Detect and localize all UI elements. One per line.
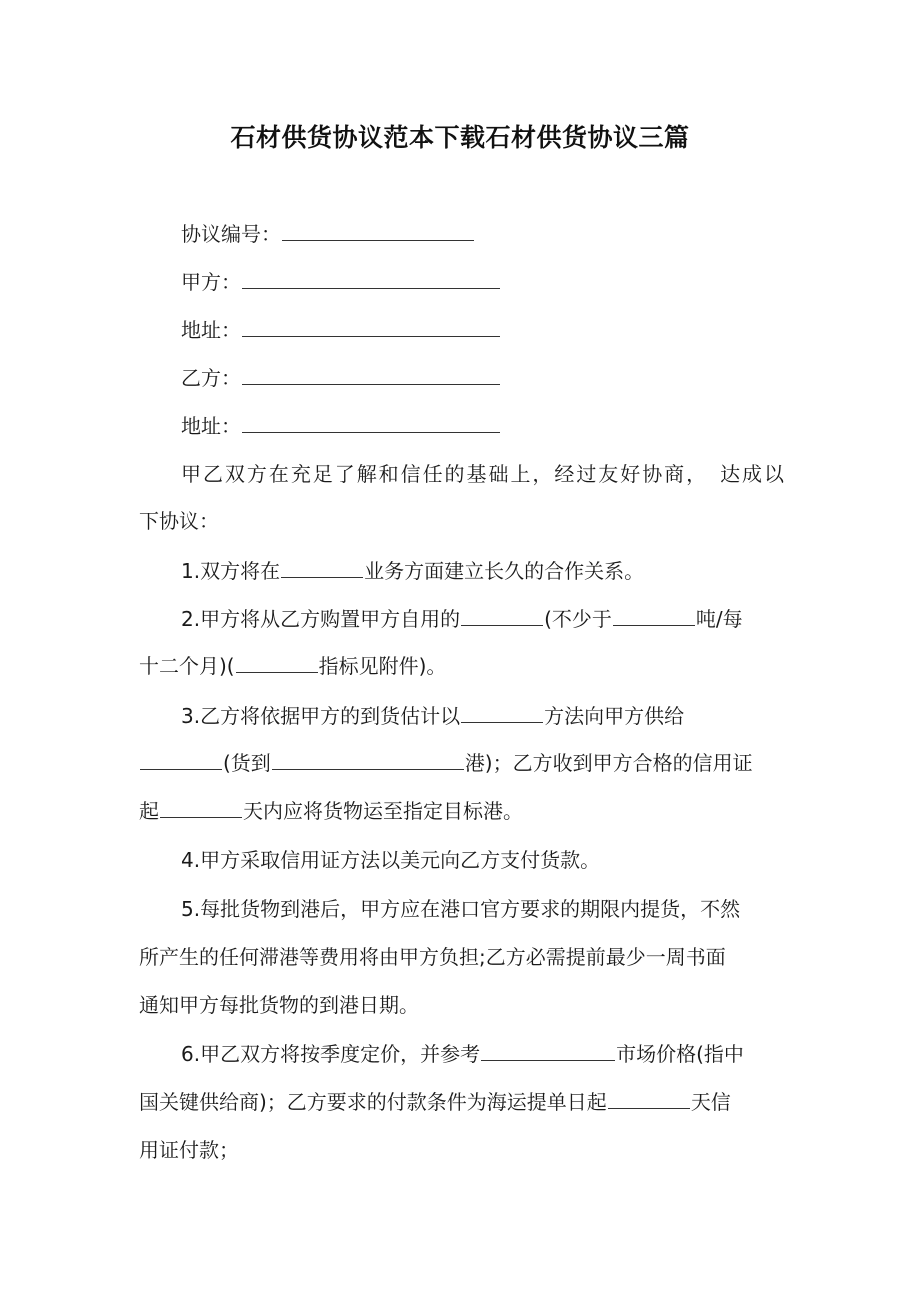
clause-text: 业务方面建立长久的合作关系。	[364, 559, 645, 583]
field-label: 乙方：	[181, 366, 241, 390]
clause-2-line-1	[181, 604, 784, 634]
clause-3-blank-days[interactable]	[160, 797, 242, 818]
field-label: 协议编号：	[181, 222, 281, 246]
field-party-a	[181, 267, 784, 297]
clause-text: 方法向甲方供给	[544, 704, 685, 728]
clause-text: 起	[139, 799, 159, 823]
document-title: 石材供货协议范本下载石材供货协议三篇	[230, 123, 690, 152]
clause-text: 国关键供给商)；乙方要求的付款条件为海运提单日起	[139, 1090, 607, 1114]
clause-3-blank-port[interactable]	[272, 749, 464, 770]
clause-2-blank-quantity[interactable]	[613, 605, 695, 626]
clause-2-blank-product[interactable]	[461, 605, 543, 626]
party-a-address-blank[interactable]	[242, 316, 500, 337]
clause-5-line-3: 通知甲方每批货物的到港日期。	[139, 993, 419, 1017]
clause-text: (货到	[223, 751, 271, 775]
clause-3-line-3	[139, 796, 784, 826]
clause-1	[181, 556, 784, 586]
clause-2-blank-spec[interactable]	[236, 652, 318, 673]
clause-3-blank-goods[interactable]	[140, 749, 222, 770]
party-a-blank[interactable]	[242, 268, 500, 289]
field-agreement-number	[181, 219, 784, 249]
party-b-address-blank[interactable]	[242, 412, 500, 433]
party-b-blank[interactable]	[242, 364, 500, 385]
clause-text: 市场价格(指中	[616, 1042, 744, 1066]
clause-text: 港)；乙方收到甲方合格的信用证	[464, 751, 753, 775]
agreement-number-blank[interactable]	[282, 220, 474, 241]
clause-text: 天信	[690, 1090, 731, 1114]
clause-text: 吨/每	[695, 607, 743, 631]
clause-2-line-2	[139, 651, 784, 681]
clause-6-blank-days[interactable]	[608, 1088, 690, 1109]
clause-6-line-3: 用证付款；	[139, 1138, 239, 1162]
clause-6-line-1	[181, 1039, 784, 1069]
clause-3-blank-method[interactable]	[461, 702, 543, 723]
clause-text: 6.甲乙双方将按季度定价，并参考	[181, 1042, 481, 1066]
intro-line-2: 下协议：	[139, 509, 219, 533]
clause-text: (不少于	[544, 607, 612, 631]
field-party-a-address	[181, 315, 784, 345]
clause-text: 2.甲方将从乙方购置甲方自用的	[181, 607, 461, 631]
clause-text: 指标见附件)。	[318, 654, 447, 678]
clause-5-line-2: 所产生的任何滞港等费用将由甲方负担;乙方必需提前最少一周书面	[139, 945, 726, 969]
clause-3-line-1	[181, 701, 784, 731]
clause-text: 3.乙方将依据甲方的到货估计以	[181, 704, 461, 728]
intro-line-1: 甲乙双方在充足了解和信任的基础上，经过友好协商， 达成以	[181, 462, 784, 486]
field-party-b	[181, 363, 784, 393]
field-party-b-address	[181, 411, 784, 441]
clause-text: 十二个月)(	[139, 654, 235, 678]
clause-6-line-2	[139, 1087, 784, 1117]
field-label: 甲方：	[181, 270, 241, 294]
field-label: 地址：	[181, 414, 241, 438]
clause-text: 天内应将货物运至指定目标港。	[243, 799, 523, 823]
clause-1-blank[interactable]	[281, 557, 363, 578]
clause-3-line-2	[139, 748, 784, 778]
clause-5-line-1: 5.每批货物到港后，甲方应在港口官方要求的期限内提货，不然	[181, 897, 741, 921]
field-label: 地址：	[181, 318, 241, 342]
clause-text: 1.双方将在	[181, 559, 281, 583]
clause-4: 4.甲方采取信用证方法以美元向乙方支付货款。	[181, 848, 601, 872]
clause-6-blank-market[interactable]	[481, 1040, 615, 1061]
